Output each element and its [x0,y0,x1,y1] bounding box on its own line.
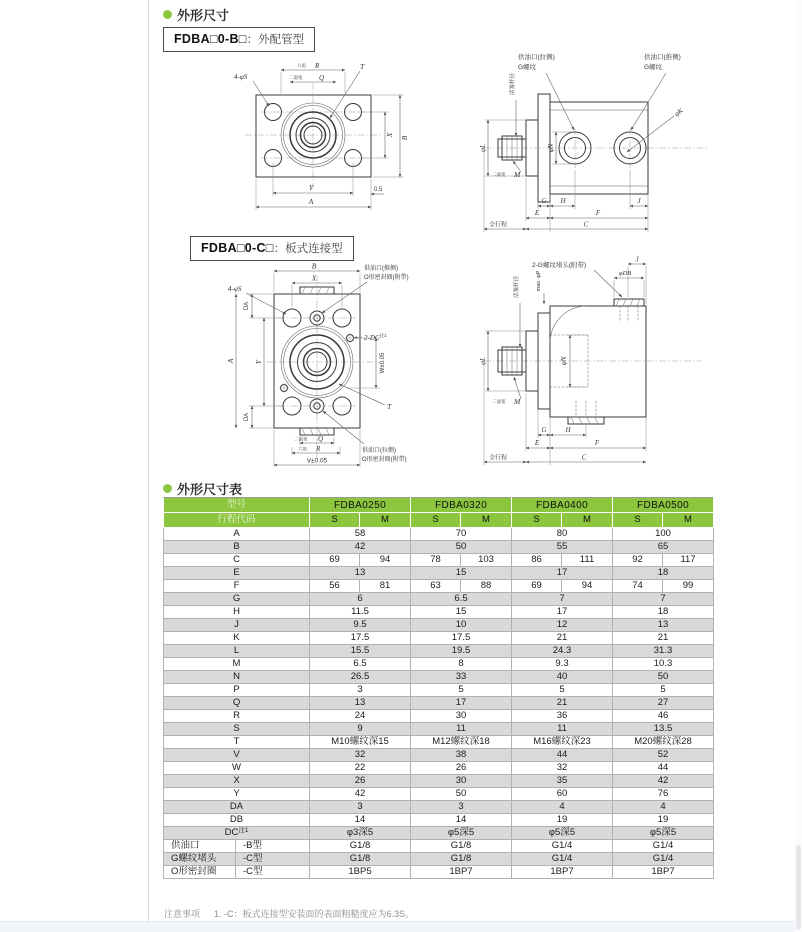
dimensions-table [163,497,714,879]
dim-value: 17 [512,606,613,619]
drawing-b-side [476,48,718,230]
dim-value: 94 [562,580,613,593]
dim-value: 100 [613,528,714,541]
dim-value: 5 [512,684,613,697]
flats-m-prefix-label: 二面宽 [492,399,506,404]
dim-da-top-label: DA [244,301,250,311]
dim-value: 9 [310,723,411,736]
dim-a-label: A [308,197,314,206]
table-row [164,801,714,814]
dim-value: 17.5 [411,632,512,645]
dim-value: 111 [562,554,613,567]
dim-value: 76 [613,788,714,801]
row-label: W [164,762,310,775]
dim-dc-note-ref: 注1 [379,333,387,338]
table-header-row-models [164,498,714,513]
dim-value: 56 [310,580,360,593]
dim-value: G1/8 [310,840,411,853]
dim-n-label: φN [547,143,555,153]
port-pull-label: 供油口(拉侧) [362,448,396,454]
dim-value: 38 [411,749,512,762]
dim-value: M20螺纹深28 [613,736,714,749]
row-label: S [164,723,310,736]
dim-value: 4 [613,801,714,814]
type-b-label-box [163,27,315,52]
dim-value: 4 [512,801,613,814]
row-label: DA [164,801,310,814]
dim-value: 69 [512,580,562,593]
row-sub-label: -B型 [236,840,310,853]
hex-prefix-label: 六角 [298,446,307,452]
flats-m-prefix-label: 二面宽 [492,172,506,177]
dim-value: 60 [512,788,613,801]
dim-value: 74 [613,580,663,593]
row-sub-label: -C型 [236,866,310,879]
table-row [164,606,714,619]
dim-value: 3 [310,684,411,697]
dim-value: 69 [310,554,360,567]
dim-value: 14 [411,814,512,827]
row-label: T [164,736,310,749]
dim-value: 32 [512,762,613,775]
dim-value: 42 [310,788,411,801]
dim-value: M16螺纹深23 [512,736,613,749]
dim-value: G1/8 [411,840,512,853]
sub-col-s: S [512,513,562,528]
page-bottom-strip [0,921,802,932]
dim-4s-label: 4-φS [234,73,248,81]
dim-g-label: G [541,426,547,434]
dim-da-bottom-label: DA [244,412,250,422]
table-row [164,580,714,593]
rod-diameter-label: 活塞杆径 [514,275,520,299]
dim-value: 103 [461,554,512,567]
dim-value: 81 [360,580,411,593]
dim-value: 50 [613,671,714,684]
col-header-fdba0500: FDBA0500 [613,498,714,513]
table-row [164,749,714,762]
dim-value: 19 [613,814,714,827]
dim-value: 46 [613,710,714,723]
row-label: 供油口 [164,840,236,853]
dim-value: 15.5 [310,645,411,658]
dim-value: 7 [613,593,714,606]
dim-value: 13 [310,697,411,710]
dim-value: 63 [411,580,461,593]
dim-value: 80 [512,528,613,541]
dim-value: G1/4 [512,853,613,866]
row-label: A [164,528,310,541]
dim-value: 18 [613,606,714,619]
dim-w-label: W±0.05 [380,352,386,374]
table-row [164,697,714,710]
dim-p-label: max. φP [536,270,542,292]
dim-value: 13 [613,619,714,632]
dim-value: 17 [512,567,613,580]
dim-value: 18 [613,567,714,580]
table-row [164,645,714,658]
dim-value: 9.5 [310,619,411,632]
type-b-model: FDBA□0-B□ [174,32,247,46]
port-pull-thread-label: G螺纹 [518,64,537,71]
table-row [164,554,714,567]
dim-value: 88 [461,580,512,593]
dim-value: 78 [411,554,461,567]
dim-m-label: M [514,170,521,179]
hex-prefix-label: 六角 [297,63,306,68]
section-title-text: 外形尺寸表 [177,482,243,497]
dim-value: 15 [411,567,512,580]
dim-value: 3 [310,801,411,814]
port-push-label: 供油口(推侧) [644,54,681,61]
dim-x-label: X [385,132,394,138]
table-row [164,710,714,723]
port-push-thread-label: G螺纹 [644,64,663,71]
dim-value: 35 [512,775,613,788]
flats-prefix-label: 二面宽 [294,436,308,442]
dim-value: 30 [411,775,512,788]
dim-c-label: C [581,453,587,462]
row-label: J [164,619,310,632]
type-c-name: ：板式连接型 [273,243,343,255]
table-row [164,658,714,671]
centerlines [245,83,381,189]
dim-value: 10 [411,619,512,632]
dim-value: 1BP7 [512,866,613,879]
footnote-text: 1. -C：板式连接型安装面的表面粗糙度应为6.3S。 [214,909,415,919]
dim-value: 8 [411,658,512,671]
port-push-label: 供油口(推侧) [364,266,398,272]
dim-value: G1/4 [613,853,714,866]
dim-dc-text: 2-DC [364,334,380,342]
dim-value: M12螺纹深18 [411,736,512,749]
sub-col-s: S [411,513,461,528]
dim-value: φ5深5 [411,827,512,840]
dim-value: φ5深5 [613,827,714,840]
dim-h-label: H [565,426,571,434]
row-label: DC$^{注1}$ [164,827,310,840]
table-row [164,736,714,749]
dim-value: 9.3 [512,658,613,671]
row-label: R [164,710,310,723]
dim-value: 7 [512,593,613,606]
row-label: F [164,580,310,593]
section-title-text: 外形尺寸 [177,8,230,23]
dim-value: 58 [310,528,411,541]
drawing-b-front [233,55,453,227]
dim-value: 24 [310,710,411,723]
dim-value: 21 [613,632,714,645]
dim-value: 42 [310,541,411,554]
type-b-name: ：外配管型 [246,34,305,46]
sub-col-m: M [562,513,613,528]
sub-col-m: M [663,513,714,528]
section-title-dimension-table [163,479,242,498]
drawing-c-side [476,251,708,471]
dim-b-label: B [400,135,409,141]
table-row [164,762,714,775]
dim-value: 5 [411,684,512,697]
dim-value: 12 [512,619,613,632]
dim-value: 92 [613,554,663,567]
dim-value: 40 [512,671,613,684]
table-row [164,567,714,580]
row-label: G螺纹堵头 [164,853,236,866]
col-header-fdba0400: FDBA0400 [512,498,613,513]
table-row [164,723,714,736]
row-label: E [164,567,310,580]
dim-value: 44 [613,762,714,775]
dim-value: 1BP5 [310,866,411,879]
dim-value: 65 [613,541,714,554]
dim-g-label: G [541,197,547,205]
table-row [164,840,714,853]
table-row [164,593,714,606]
type-c-label-box [190,236,354,261]
drawing-c-front [226,260,426,475]
dim-l-label: φL [479,357,487,365]
dim-value: 15 [411,606,512,619]
dim-value: 14 [310,814,411,827]
dim-value: 1BP7 [613,866,714,879]
col-header-model: 型号 [164,498,310,513]
dim-q-label: Q [318,435,324,443]
row-label: C [164,554,310,567]
dim-value: 99 [663,580,714,593]
dim-value: 17 [411,697,512,710]
dim-value: 70 [411,528,512,541]
col-header-fdba0250: FDBA0250 [310,498,411,513]
row-label: V [164,749,310,762]
row-label: L [164,645,310,658]
table-row [164,866,714,879]
table-row [164,684,714,697]
centerlines [266,273,378,458]
dim-value: 50 [411,541,512,554]
scrollbar-track[interactable] [795,0,802,932]
dim-dc-label [364,332,387,342]
dim-value: 10.3 [613,658,714,671]
dim-db-label: φDB [619,270,632,277]
dim-a-label: A [226,358,235,364]
dim-value: 19 [512,814,613,827]
dim-value: 44 [512,749,613,762]
port-pull-label: 供油口(拉侧) [518,54,555,61]
scrollbar-thumb[interactable] [796,845,801,930]
dim-value: 17.5 [310,632,411,645]
dim-value: 33 [411,671,512,684]
dim-j-label: J [635,255,639,264]
full-stroke-label: 全行程 [489,222,508,229]
dim-4s-label: 4-φS [228,285,242,293]
dim-value: G1/4 [512,840,613,853]
dim-value: 27 [613,697,714,710]
dim-r-label: R [316,445,321,453]
dim-value: 52 [613,749,714,762]
dim-value: 22 [310,762,411,775]
dim-value: 26.5 [310,671,411,684]
row-label: B [164,541,310,554]
dim-value: 94 [360,554,411,567]
row-sub-label: -C型 [236,853,310,866]
dim-q-label: Q [319,74,325,82]
section-title-dimensions [163,5,229,24]
table-row [164,619,714,632]
row-label: N [164,671,310,684]
dim-t-label: T [387,402,392,411]
dim-e-label: E [534,439,540,447]
port-pull-oring-label: O形密封圈(附带) [362,457,407,463]
dim-h-label: H [560,197,566,205]
page-left-rule [148,0,149,921]
dim-value: G1/8 [310,853,411,866]
dim-j-label: J [637,197,641,205]
dim-f-label: F [595,209,601,217]
dim-y-label: Y [308,183,314,192]
dim-value: 13.5 [613,723,714,736]
row-label: G [164,593,310,606]
dim-value: 117 [663,554,714,567]
green-bullet-icon [163,484,172,493]
dim-r-label: R [315,62,320,70]
dim-value: 19.5 [411,645,512,658]
row-label: DB [164,814,310,827]
table-row [164,541,714,554]
dim-value: 26 [411,762,512,775]
dim-value: 21 [512,697,613,710]
dim-value: 42 [613,775,714,788]
table-row [164,632,714,645]
dim-value: 50 [411,788,512,801]
dim-offset-label: 0.5 [374,187,383,193]
dim-value: 21 [512,632,613,645]
dim-e-label: E [534,209,540,217]
sub-col-m: M [461,513,512,528]
dim-v-label: V±0.05 [306,457,328,465]
dim-k-label: φK [672,106,685,119]
dim-n-label: φN [560,356,568,366]
dim-value: 24.3 [512,645,613,658]
dim-value: φ3深5 [310,827,411,840]
dim-value: G1/8 [411,853,512,866]
row-label: X [164,775,310,788]
dim-value: 32 [310,749,411,762]
type-c-model: FDBA□0-C□ [201,241,274,255]
dim-b-label: B [311,261,317,271]
row-label: P [164,684,310,697]
dim-m-label: M [514,397,521,406]
dim-x-label: X [311,273,317,283]
dim-value: 36 [512,710,613,723]
dim-value: 31.3 [613,645,714,658]
dim-value: 55 [512,541,613,554]
dims-table-body [164,528,714,879]
table-row [164,775,714,788]
dim-y-label: Y [254,359,263,365]
table-row [164,671,714,684]
table-row [164,788,714,801]
row-label: Y [164,788,310,801]
flats-prefix-label: 二面宽 [289,75,303,80]
dim-value: 6.5 [310,658,411,671]
table-row [164,853,714,866]
dim-value: 6 [310,593,411,606]
row-label: K [164,632,310,645]
dim-value: 1BP7 [411,866,512,879]
plug-label: 2-G螺纹堵头(附带) [532,262,587,269]
dim-t-label: T [360,62,365,71]
dim-value: 5 [613,684,714,697]
row-label: H [164,606,310,619]
rod-diameter-label: 活塞杆径 [510,72,516,96]
dim-f-label: F [594,439,600,447]
table-row [164,814,714,827]
footnote-label: 注意事项 [164,909,201,919]
note-ref: 注1 [238,827,249,835]
table-header-row-stroke [164,513,714,528]
col-header-fdba0320: FDBA0320 [411,498,512,513]
col-header-stroke-code: 行程代码 [164,513,310,528]
dim-value: 6.5 [411,593,512,606]
dim-value: 13 [310,567,411,580]
row-label: Q [164,697,310,710]
dim-value: 11 [411,723,512,736]
dim-value: 30 [411,710,512,723]
sub-col-s: S [310,513,360,528]
sub-col-s: S [613,513,663,528]
dim-c-label: C [583,220,589,229]
footnote [164,907,414,920]
green-bullet-icon [163,10,172,19]
row-label: M [164,658,310,671]
dim-value: 3 [411,801,512,814]
dim-value: 26 [310,775,411,788]
dim-value: φ5深5 [512,827,613,840]
table-row [164,827,714,840]
dim-value: M10螺纹深15 [310,736,411,749]
dim-value: G1/4 [613,840,714,853]
dim-value: 11 [512,723,613,736]
dim-l-label: φL [479,144,487,152]
table-row [164,528,714,541]
port-push-oring-label: O形密封圈(附带) [364,275,409,281]
row-label: O形密封圈 [164,866,236,879]
dim-value: 86 [512,554,562,567]
full-stroke-label: 全行程 [489,455,508,462]
dim-value: 11.5 [310,606,411,619]
sub-col-m: M [360,513,411,528]
